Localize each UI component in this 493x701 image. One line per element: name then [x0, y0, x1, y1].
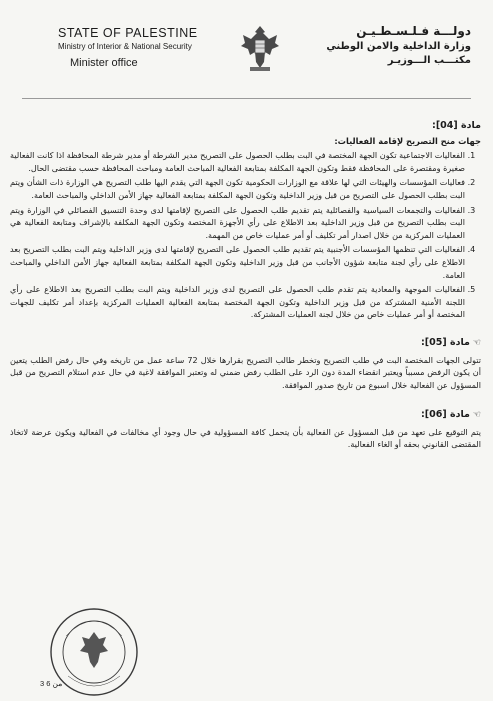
article-4-item: 2. فعاليات المؤسسات والهيئات التي لها علاقة مع الوزارات الحكومية تكون الجهة التي يقدم اليها طلب التصريح هي الوزارة ذات الشأن ويتم البت بطلب الحصول على التصريح من قبل وزير الداخلية وتكون الجهة المكلفة بمتابعة الفعالية جهاز الأمن الداخلي والمباحث العامة.	[10, 176, 465, 201]
header-en-office: Minister office	[70, 57, 138, 69]
pointing-hand-icon: ☜	[472, 337, 481, 348]
article-5-text: تتولى الجهات المختصة البت في طلب التصريح وتخطر طالب التصريح بقرارها خلال 72 ساعة عمل من تاريخه وفي حال رفض الطلب يتعين أن يكون الرفض مسبباً ويعتبر انقضاء المدة دون الرد على الطلب رفض ضمني له وتعتبر الموافقة لاغية في حال عدم استلام التصريح من قبل المسؤول عن الفعالية خلال اسبوع من تاريخ صدور الموافقة.	[10, 354, 481, 390]
article-4-list	[10, 149, 481, 321]
page-number: 3 من 6	[40, 679, 63, 688]
article-6-title: مادة [06]:	[420, 409, 470, 421]
pointing-hand-icon: ☜	[472, 410, 481, 421]
header-ar-state: دولـــة فـلـسـطـيـن	[356, 24, 471, 38]
article-4-item: 1. الفعاليات الاجتماعية تكون الجهة المختصة في البت بطلب الحصول على التصريح مدير الشرطة أو مدير شرطة المحافظة اذا كانت الفعالية صغيرة ومقتصرة على المحافظة فقط وتكون الجهة المكلفة بمتابعة الفعالية المباحث العامة ومباحث المحافظة حسب مقتضى الحال.	[10, 149, 465, 174]
header-en-state: STATE OF PALESTINE	[58, 26, 198, 40]
article-5-title: مادة [05]:	[420, 336, 470, 348]
header-en-ministry: Ministry of Interior & National Security	[58, 42, 192, 51]
article-5-heading	[10, 337, 481, 350]
article-6-text: يتم التوقيع على تعهد من قبل المسؤول عن الفعالية بأن يتحمل كافة المسؤولية في حال وجود أي مخالفات في الفعالية ويكون عرضة لاتخاذ المقتضى القانوني بحقه أو الغاء الفعالية.	[10, 426, 481, 450]
header-arabic	[296, 24, 471, 66]
article-4-subheading: جهات منح التصريح لإقامة الفعاليات:	[334, 135, 481, 146]
spacer	[10, 323, 481, 337]
article-4-item: 4. الفعاليات التي تنظمها المؤسسات الأجنبية يتم تقديم طلب الحصول على التصريح لإقامتها لدى وزير الداخلية ويتم البت بطلب التصريح بعد الاطلاع على رأي لجنة متابعة شؤون الأجانب من قبل وزير الداخلية وتكون الجهة المكلفة بمتابعة الفعالية جهاز الأمن الداخلي والمباحث العامة.	[10, 243, 465, 281]
document-body	[10, 120, 481, 451]
article-4-title: مادة [04]:	[432, 120, 481, 131]
spacer	[10, 391, 481, 409]
article-4-item: 5. الفعاليات الموجهة والمعادية يتم تقدم طلب الحصول على التصريح لدى وزير الداخلية ويتم البت بطلب التصريح بعد الاطلاع على رأي اللجنة الأمنية المشتركة من قبل وزير الداخلية وتكون الجهة المختصة بمتابعة الفعالية العمليات المركزية بإعداد أمر تكليف للجهات المختصة أو أمر عمليات خاص من خلال لجنة العمليات المشتركة.	[10, 283, 465, 321]
article-4-item: 3. الفعاليات والتجمعات السياسية والفصائلية يتم تقديم طلب الحصول على التصريح لإقامتها لدى وحدة التنسيق الفصائلي في الوزارة ويتم البت بطلب التصريح من قبل وزير الداخلية بعد الاطلاع على رأي الأجهزة المختصة وتكون الجهة المكلفة بالإشراف ومتابعة الفعالية هي العمليات المركزية من خلال اصدار أمر تكليف أو أمر عمليات خاص من المهمة.	[10, 204, 465, 242]
header-divider	[22, 98, 471, 99]
article-6-heading	[10, 409, 481, 422]
palestine-eagle-emblem	[236, 22, 284, 74]
header-ar-ministry: وزارة الداخلية والامن الوطني	[326, 41, 471, 52]
header-ar-office: مكتـــب الـــوزيـر	[387, 55, 471, 66]
header-english	[58, 26, 233, 69]
